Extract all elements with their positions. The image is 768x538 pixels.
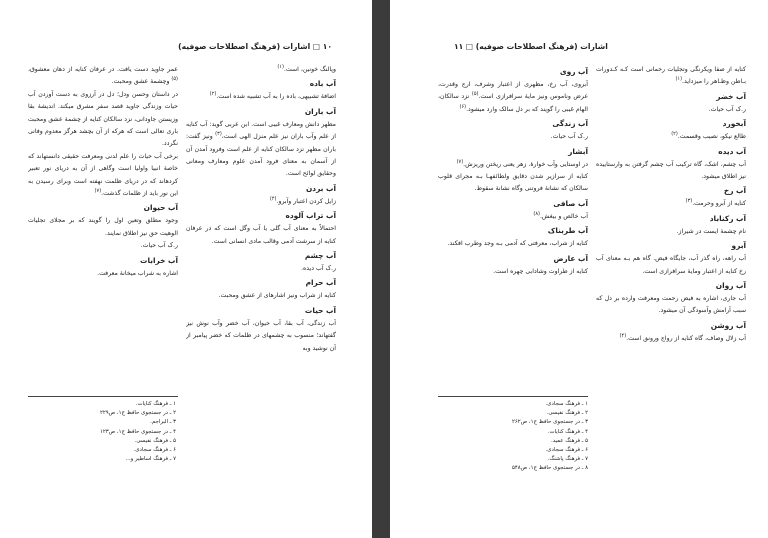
entry-text: آب زلال وصاف، گاه کنایه از رواج ورونق است.$^{(۴)}$	[619, 332, 746, 342]
left-page	[0, 0, 372, 538]
footnote-item: ۲ ـ فرهنگ نفیسی.	[546, 410, 588, 417]
footnote-item: ۴ ـ فرهنگ کنایات.	[547, 428, 588, 435]
footnote-item: ۶ ـ فرهنگ سجادی.	[133, 447, 176, 454]
entry-heading: آب حیات	[304, 305, 336, 315]
entry-text: در داستان وحسن ودل؛ دل در آرزوی به دست آوردن آب حیات وزندگی جاوید قصد سفر مشرق میکند. اندیشهٔ بقا وزیستن جاودانی، نزد سالکان کنایه از چشمهٔ عشق ومحبت باری تعالی است که هرکه از آن بچشد هرگز معدوم وفانی نگردد.	[28, 90, 178, 148]
entry-heading: آب روشن	[710, 320, 746, 330]
entry-heading: آب روی	[559, 67, 588, 76]
entry-text: وجود مطلق وتعین اول را گویند که بر مجلای تجلیات الوهیت حق نیز اطلاق نمایند.	[28, 217, 178, 237]
entry-text: ر.ک آب دیده.	[301, 265, 336, 273]
entry-text: طالع نیکو، نصیب وقسمت.$^{(۲)}$	[671, 131, 746, 141]
footnote-item: ۷ ـ فرهنگ اساطیر و...	[125, 456, 176, 463]
entry-text: کنایه از سرازیر شدن دقایق ولطائفهـا بـه مجرای قلوب سالکان که نشانهٔ فروتنی وگاه نشانهٔ سقوط.	[438, 173, 588, 193]
footnote-marker: (۷)	[94, 188, 102, 194]
footnote-marker: (۳)	[215, 131, 222, 138]
footnote-marker: (۵)	[471, 91, 479, 98]
entry-text: آب خالص و بیغش.$^{(۸)}$	[533, 210, 588, 220]
entry-heading: آب حیوان	[143, 203, 178, 213]
footnote-item: ۵ ـ فرهنگ نفیسی.	[134, 437, 176, 444]
footnote-marker: (۴)	[269, 195, 277, 202]
entry-heading: آب رخ	[723, 186, 746, 196]
entry-heading: آب روان	[715, 281, 746, 291]
entry-heading: آبرو	[731, 241, 746, 251]
entry-text: کنایه از شراب ونیز اشارهای از عشق ومحبت.	[218, 292, 336, 300]
footnote-item: ۳ ـ در جستجوی حافظ ج۱، ص۲۶۲	[511, 419, 588, 426]
entry-text: وپالنگ خونین، است.$^{(۱)}$	[277, 64, 336, 73]
footnote-marker: (۱)	[675, 76, 683, 83]
footnotes	[100, 400, 176, 464]
footnote-item: ۱ ـ فرهنگ سجادی.	[545, 401, 588, 407]
entry-text: مظهر دانش ومعارف غیبی است. ابن عربی گوید: آب کنایه از علم وآب باران نیز علم منزل الهی است،$^{(۳)}$ ونیز گفت: باران مظهر نزد سالکان کنایه از علم است وفرود آمدن آن از آسمان به معنای فرود آمدن علوم ومعارف ومعانی وحقایق لوائح است.	[186, 120, 336, 178]
entry-heading: آب خضر	[716, 91, 746, 101]
footnote-item: ۲ ـ در جستجوی حافظ ج۱، ص۲۲۹	[99, 410, 176, 417]
footnote-marker: (۳)	[685, 198, 693, 205]
footnote-item: ۷ ـ فرهنگ پاشنگ.	[547, 456, 588, 463]
entry-text: کنایه از طراوت وشادابی چهره است.	[493, 267, 588, 275]
footnote-item: ۴ ـ در جستجوی حافظ ج۱، ص۱۲۳	[99, 428, 176, 435]
entry-text: ر.ک آب حیات.	[550, 133, 588, 141]
entry-text: کنایه از شراب، معرفتی که آدمی بـه وجد وطرب افکند.	[447, 240, 588, 248]
footnote-item: ۳ ـ البراجم.	[150, 419, 176, 426]
footnote-item: ۸ ـ در جستجوی حافظ ج۱، ص۵۴۸	[511, 465, 588, 472]
footnote-item: ۵ ـ فرهنگ عمید.	[551, 437, 588, 444]
footnote-marker: (۲)	[209, 91, 217, 98]
entry-heading: آب حرام	[305, 278, 336, 288]
text-column-right	[596, 64, 746, 494]
entry-text: عمر جاوید دست یافت. در عرفان کنایه از دهان معشوق،$^{(۵)}$ وچشمهٔ عشق ومحبت.	[28, 66, 178, 86]
entry-text: آب جاری، اشاره به فیض رحمت ومعرفت وارده بر دل که سبب آرامش وآسودگی آن میشود.	[596, 295, 746, 315]
entry-heading: آب عارض	[553, 253, 588, 263]
entry-text: نام چشمهٔ ایست در شیراز.	[676, 227, 746, 235]
footnote-item: ۱ ـ فرهنگ کنایات.	[135, 401, 176, 407]
footnote-marker: (۷)	[456, 158, 464, 165]
book-gutter	[372, 0, 390, 538]
entry-text: کنایه از صفا ویکرنگی وتجلیات رحمانی است کـه کـدورات بـاطن وظـاهر را میزداید.$^{(۱)}$	[596, 66, 746, 86]
footnotes	[512, 400, 588, 474]
entry-heading: آب صافی	[553, 198, 588, 208]
entry-text: ر.ک آب حیات.	[708, 105, 746, 113]
footnote-marker: (۵)	[171, 76, 178, 83]
entry-text: احتمالاً به معنای آب گلی یا آب وگل است که در عرفان کنایه از سرشت آدمی وقالب مادی انسانی است.	[186, 225, 336, 245]
entry-heading: آب باران	[304, 106, 336, 116]
entry-text: ر.ک آب حیات.	[140, 242, 178, 250]
footnote-marker: (۴)	[619, 332, 627, 339]
entry-text: آب چشم، اشک، گاه ترکیب آب چشم گرفتن به وارستاییده نیز اطلاق میشود.	[596, 160, 746, 181]
entry-heading: آب دیده	[718, 146, 746, 156]
entry-text: اضافهٔ تشبیهی، باده را به آب تشبیه شده است.$^{(۲)}$	[209, 91, 336, 101]
entry-heading: آب رکناباد	[709, 213, 746, 223]
footnote-marker: (۲)	[671, 131, 678, 138]
entry-text: زایل کردن اعتبار وآبرو.$^{(۴)}$	[269, 195, 336, 205]
footnote-rule	[28, 396, 178, 397]
text-column-right	[186, 64, 336, 494]
entry-heading: آب بردن	[305, 183, 336, 193]
footnote-item: ۶ ـ فرهنگ سجادی.	[545, 447, 588, 454]
text-column-left	[438, 64, 588, 394]
footnote-marker: (۶)	[459, 103, 467, 110]
entry-heading: آب زندگی	[552, 119, 588, 129]
entry-text: برخی آب حیات را علم لدنی ومعرفت حقیقی دانستهاند که خاصهٔ انبیا واولیا است وگاهی از آن به دریای نور تعبیر کردهاند که در دریای ظلمت نهفته است وبرای رسیدن به این نور باید از ظلمات گذشت.$^{(۷)}$	[28, 152, 178, 198]
footnote-marker: (۸)	[533, 210, 540, 217]
entry-heading: آب خرابات	[140, 255, 178, 265]
entry-heading: آب تراب آلوده	[285, 211, 336, 221]
page-header: اشارات (فرهنگ اصطلاحات صوفیه) □ ۱۱	[454, 42, 608, 51]
footnote-rule	[438, 396, 588, 397]
entry-text: آب زندگی، آب بقا، آب حیوان، آب خضر وآب نوش نیز گفتهاند؛ منسوب به چشمهای در ظلمات که خضر پیامبر از آن نوشید وبه	[186, 319, 336, 352]
entry-heading: آب باده	[309, 79, 336, 89]
entry-heading: آبخورد	[722, 119, 746, 129]
entry-heading: آب طربناک	[547, 226, 588, 236]
entry-heading: آبشار	[568, 146, 588, 156]
entry-text: کنایه از آبرو وحرمت.$^{(۳)}$	[685, 198, 746, 208]
page-header: ۱۰ □ اشارات (فرهنگ اصطلاحات صوفیه)	[178, 42, 332, 51]
entry-text: آب راهه، راه گذر آب، جایگاه فیض. گاه هم بـه معنای آب رخ کنایه از اعتبار ومایهٔ سرافرازی است.	[596, 255, 746, 275]
entry-text: اشاره به شراب میخانهٔ معرفت.	[97, 269, 178, 277]
entry-heading: آب چشم	[304, 251, 336, 261]
entry-text: آبروی، آب رخ، مظهری از اعتبار وشرف، ارج وقدرت، عرض وناموس ونیز مایهٔ سرافرازی است.$^{(۵)}$ نزد سالکان، الهام غیبی را گویند که بر دل سالک وارد میشود.$^{(۶)}$	[438, 81, 588, 113]
footnote-marker: (۱)	[277, 64, 284, 70]
right-page	[390, 0, 768, 538]
entry-text: در اوستایی وآب خوارهٔ. زهر یعنی ریختن وریزش.$^{(۷)}$	[456, 158, 588, 168]
